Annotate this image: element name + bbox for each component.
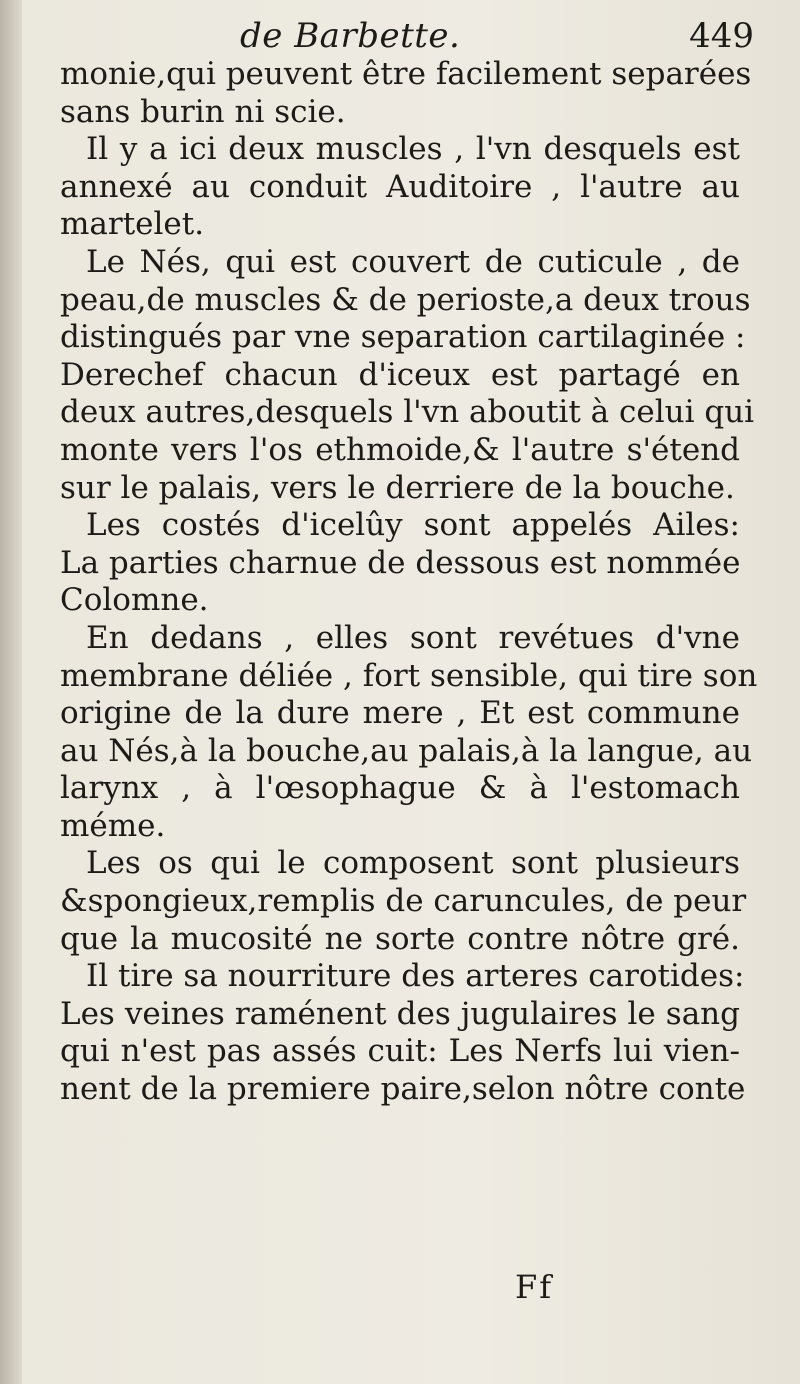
text-line: Le Nés, qui est couvert de cuticule , de bbox=[86, 243, 740, 280]
text-line: nent de la premiere paire,selon nôtre conte bbox=[60, 1071, 746, 1108]
text-line: martelet. bbox=[60, 206, 205, 243]
page-header bbox=[60, 14, 762, 62]
binding-gutter bbox=[0, 0, 22, 1384]
text-line: sur le palais, vers le derriere de la bouche. bbox=[60, 469, 735, 506]
text-line: Les veines raménent des jugulaires le sang bbox=[60, 995, 740, 1032]
text-line: larynx , à l'œsophague & à l'estomach bbox=[60, 770, 740, 807]
text-line: que la mucosité ne sorte contre nôtre gré. bbox=[60, 920, 740, 957]
body-text bbox=[60, 56, 758, 1109]
text-line: peau,de muscles & de perioste,a deux trous bbox=[60, 281, 751, 318]
text-line: En dedans , elles sont revétues d'vne bbox=[86, 619, 740, 656]
text-line: &spongieux,remplis de caruncules, de peur bbox=[60, 883, 747, 920]
text-line: Il tire sa nourriture des arteres carotides: bbox=[86, 958, 745, 995]
running-head: de Barbette. bbox=[240, 16, 461, 56]
text-line: qui n'est pas assés cuit: Les Nerfs lui vien- bbox=[60, 1033, 740, 1070]
text-line: Les costés d'icelûy sont appelés Ailes: bbox=[86, 507, 740, 544]
text-line: au Nés,à la bouche,au palais,à la langue, au bbox=[60, 732, 753, 769]
text-line: Colomne. bbox=[60, 582, 209, 619]
text-line: sans burin ni scie. bbox=[60, 93, 346, 130]
text-line: distingués par vne separation cartilaginée : bbox=[60, 319, 746, 356]
text-line: méme. bbox=[60, 807, 166, 844]
text-line: deux autres,desquels l'vn aboutit à celui qui bbox=[60, 394, 755, 431]
text-line: monie,qui peuvent être facilement separées bbox=[60, 56, 752, 92]
text-line: membrane déliée , fort sensible, qui tire son bbox=[60, 657, 758, 694]
text-line: La parties charnue de dessous est nommée bbox=[60, 544, 741, 581]
text-line: annexé au conduit Auditoire , l'autre au bbox=[60, 168, 740, 205]
text-line: origine de la dure mere , Et est commune bbox=[60, 695, 740, 732]
signature-mark: Ff bbox=[515, 1268, 554, 1306]
text-line: monte vers l'os ethmoide,& l'autre s'étend bbox=[60, 431, 740, 468]
text-line: Derechef chacun d'iceux est partagé en bbox=[60, 356, 740, 393]
text-line: Il y a ici deux muscles , l'vn desquels est bbox=[86, 131, 740, 168]
page-number: 449 bbox=[689, 16, 754, 56]
text-line: Les os qui le composent sont plusieurs bbox=[86, 845, 740, 882]
